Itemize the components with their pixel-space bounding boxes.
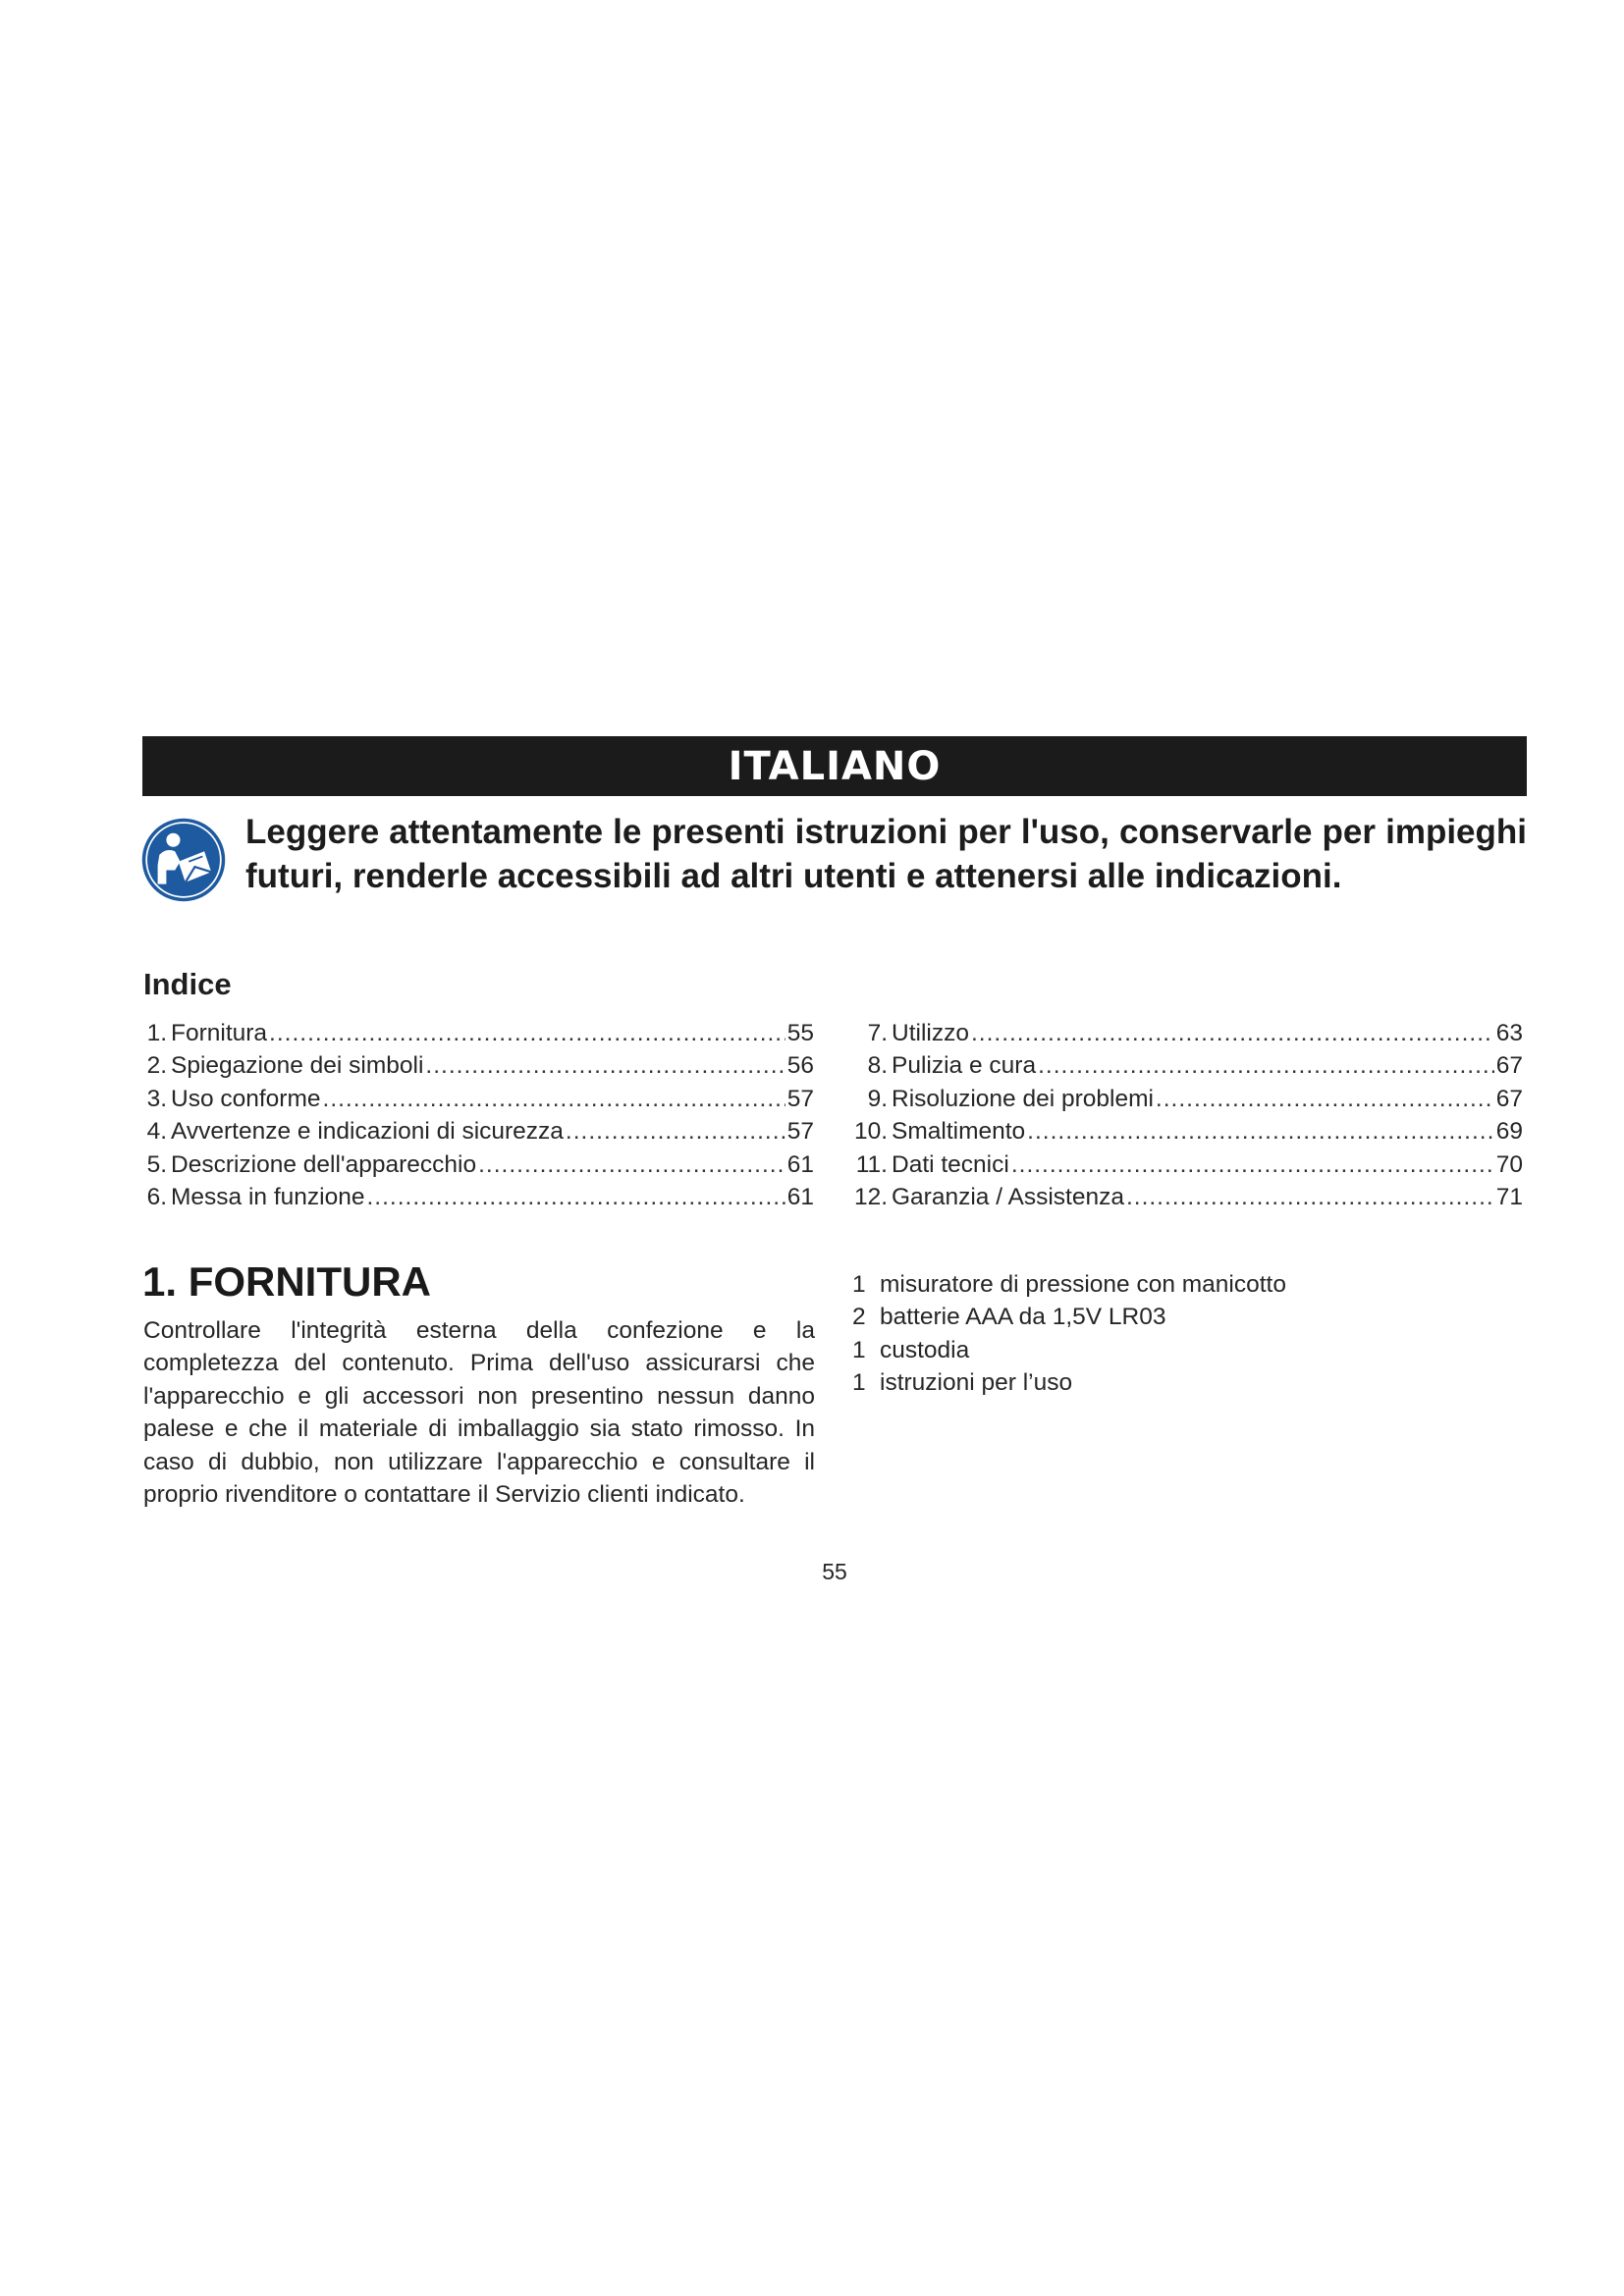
- dot-leader: [323, 1083, 785, 1115]
- index-list-right: [852, 1017, 1523, 1213]
- section-title: 1. FORNITURA: [142, 1258, 431, 1305]
- safety-instruction-text: Leggere attentamente le presenti istruzioni per l'uso, conservarle per impieghi futuri, renderle accessibili ad altri utenti e attenersi alle indicazioni.: [245, 813, 1527, 895]
- list-item: 1 custodia: [852, 1336, 970, 1363]
- list-item: 1 misuratore di pressione con manicotto: [852, 1271, 1286, 1298]
- dot-leader: [1126, 1181, 1494, 1213]
- index-list-left: [143, 1017, 814, 1213]
- toc-entry[interactable]: 12. Garanzia / Assistenza ..... 71: [852, 1181, 1523, 1213]
- toc-entry[interactable]: 10. Smaltimento ..... 69: [852, 1115, 1523, 1148]
- dot-leader: [1156, 1083, 1494, 1115]
- toc-entry[interactable]: 4. Avvertenze e indicazioni di sicurezza ..... 57: [143, 1115, 814, 1148]
- dot-leader: [566, 1115, 785, 1148]
- toc-entry[interactable]: 11. Dati tecnici ..... 70: [852, 1148, 1523, 1181]
- toc-entry[interactable]: 8. Pulizia e cura ..... 67: [852, 1049, 1523, 1082]
- toc-entry[interactable]: 5. Descrizione dell'apparecchio ..... 61: [143, 1148, 814, 1181]
- dot-leader: [478, 1148, 785, 1181]
- list-item: 2 batterie AAA da 1,5V LR03: [852, 1304, 1166, 1331]
- list-item: 1 istruzioni per l’uso: [852, 1369, 1073, 1397]
- read-manual-icon: [140, 817, 227, 903]
- toc-entry[interactable]: 2. Spiegazione dei simboli ..... 56: [143, 1049, 814, 1082]
- supply-list: [852, 1268, 1286, 1400]
- dot-leader: [425, 1049, 785, 1082]
- section-body-text: Controllare l'integrità esterna della confezione e la completezza del contenuto. Prima dell'uso assicurarsi che l'apparecchio e gli accessori non presentino nessun danno palese e che il materiale di imballaggio sia stato rimosso. In caso di dubbio, non utilizzare l'apparecchio e consultare il proprio rivenditore o contattare il Servizio clienti indicato.: [143, 1317, 815, 1509]
- language-header: ITALIANO: [142, 736, 1527, 796]
- dot-leader: [1027, 1115, 1494, 1148]
- page-number: 55: [822, 1559, 847, 1584]
- dot-leader: [971, 1017, 1494, 1049]
- toc-entry[interactable]: 3. Uso conforme ..... 57: [143, 1083, 814, 1115]
- dot-leader: [1038, 1049, 1494, 1082]
- dot-leader: [1011, 1148, 1494, 1181]
- toc-entry[interactable]: 1. Fornitura ..... 55: [143, 1017, 814, 1049]
- dot-leader: [366, 1181, 785, 1213]
- toc-entry[interactable]: 9. Risoluzione dei problemi ..... 67: [852, 1083, 1523, 1115]
- index-heading: Indice: [143, 967, 232, 1001]
- dot-leader: [269, 1017, 785, 1049]
- toc-entry[interactable]: 7. Utilizzo ..... 63: [852, 1017, 1523, 1049]
- toc-entry[interactable]: 6. Messa in funzione ..... 61: [143, 1181, 814, 1213]
